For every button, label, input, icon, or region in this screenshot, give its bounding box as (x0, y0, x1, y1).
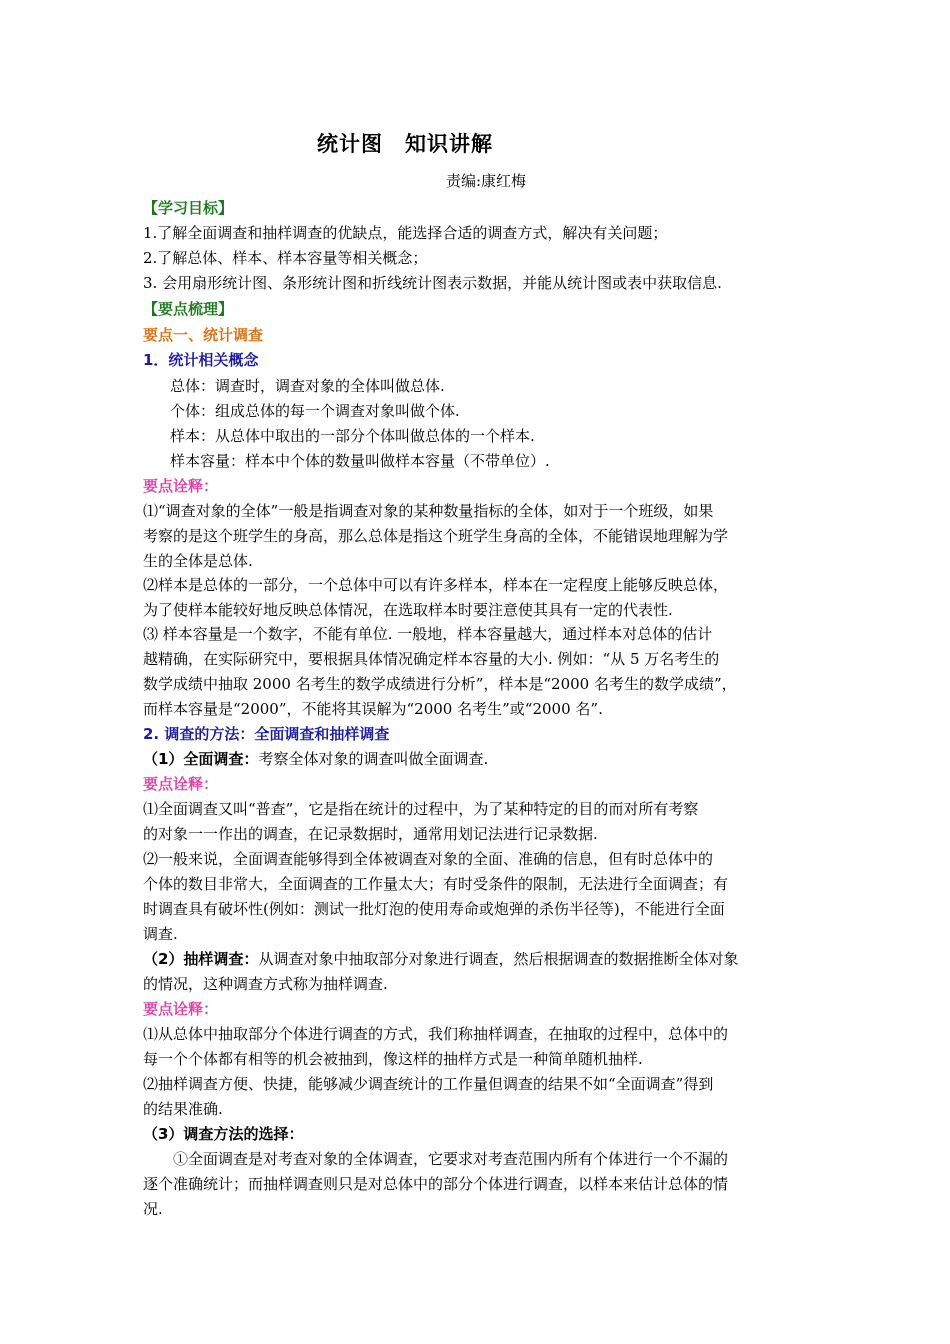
definition: 样本容量：样本中个体的数量叫做样本容量（不带单位）. (170, 452, 550, 470)
full-survey-label: （1）全面调查： (143, 750, 259, 768)
sub1-header: 1．统计相关概念 (143, 351, 259, 369)
note-line: 的对象一一作出的调查，在记录数据时，通常用划记法进行记录数据. (143, 825, 598, 843)
note-line: 每一个个体都有相等的机会被抽到，像这样的抽样方式是一种简单随机抽样. (143, 1050, 643, 1068)
sample-survey-text: 从调查对象中抽取部分对象进行调查，然后根据调查的数据推断全体对象 (258, 950, 739, 968)
note-line: 数学成绩中抽取 2000 名考生的数学成绩进行分析”，样本是“2000 名考生的数学成绩”， (143, 675, 737, 693)
full-survey-text: 考察全体对象的调查叫做全面调查. (258, 750, 489, 768)
note-line: ⑵样本是总体的一部分，一个总体中可以有许多样本，样本在一定程度上能够反映总体， (143, 576, 729, 594)
note-label: 要点诠释： (143, 775, 219, 793)
note-line: 调查. (143, 925, 178, 943)
goal-item: 2.了解总体、样本、样本容量等相关概念； (143, 249, 428, 267)
goals-header: 【学习目标】 (143, 199, 234, 217)
sample-survey-line (143, 949, 738, 969)
note-line: 时调查具有破坏性(例如：测试一批灯泡的使用寿命或炮弹的杀伤半径等)，不能进行全面 (143, 900, 725, 918)
note-line: 考察的是这个班学生的身高，那么总体是指这个班学生身高的全体，不能错误地理解为学 (143, 527, 729, 545)
note-line: ⑴从总体中抽取部分个体进行调查的方式，我们称抽样调查，在抽取的过程中，总体中的 (143, 1025, 729, 1043)
goal-item: 1.了解全面调查和抽样调查的优缺点，能选择合适的调查方式，解决有关问题； (143, 224, 668, 242)
point1-header: 要点一、统计调查 (143, 326, 264, 344)
note-line: ⑵一般来说，全面调查能够得到全体被调查对象的全面、准确的信息，但有时总体中的 (143, 850, 714, 868)
note-line: 越精确，在实际研究中，要根据具体情况确定样本容量的大小. 例如：“从 5 万名考生的 (143, 650, 720, 668)
note-line: 的结果准确. (143, 1100, 223, 1118)
definition: 总体：调查时，调查对象的全体叫做总体. (170, 377, 445, 395)
sample-survey-label: （2）抽样调查： (143, 950, 259, 968)
note-label: 要点诠释： (143, 477, 219, 495)
note-line: 为了使样本能较好地反映总体情况，在选取样本时要注意使其具有一定的代表性. (143, 601, 673, 619)
sample-survey-text2: 的情况，这种调查方式称为抽样调查. (143, 975, 388, 993)
page-title: 统计图 知识讲解 (317, 132, 493, 156)
note-line: 而样本容量是“2000”，不能将其误解为“2000 名考生”或“2000 名”. (143, 700, 603, 718)
note-line: ⑶ 样本容量是一个数字，不能有单位. 一般地，样本容量越大，通过样本对总体的估计 (143, 625, 713, 643)
choice-line: 况. (143, 1200, 163, 1218)
note-line: 个体的数目非常大，全面调查的工作量太大；有时受条件的限制，无法进行全面调查；有 (143, 875, 729, 893)
sub2-header: 2. 调查的方法：全面调查和抽样调查 (143, 725, 390, 743)
choice-line: ①全面调查是对考查对象的全体调查，它要求对考查范围内所有个体进行一个不漏的 (143, 1150, 729, 1168)
note-label: 要点诠释： (143, 1000, 219, 1018)
definition: 样本：从总体中取出的一部分个体叫做总体的一个样本. (170, 427, 535, 445)
choice-line: 逐个准确统计；而抽样调查则只是对总体中的部分个体进行调查，以样本来估计总体的情 (143, 1175, 729, 1193)
note-line: ⑵抽样调查方便、快捷，能够减少调查统计的工作量但调查的结果不如“全面调查”得到 (143, 1075, 714, 1093)
full-survey-line (143, 749, 488, 769)
goal-item: 3. 会用扇形统计图、条形统计图和折线统计图表示数据，并能从统计图或表中获取信息. (143, 274, 722, 292)
summary-header: 【要点梳理】 (143, 300, 234, 318)
note-line: ⑴“调查对象的全体”一般是指调查对象的某种数量指标的全体，如对于一个班级，如果 (143, 502, 714, 520)
definition: 个体：组成总体的每一个调查对象叫做个体. (170, 402, 460, 420)
note-line: 生的全体是总体. (143, 552, 253, 570)
choice-label: （3）调查方法的选择： (143, 1125, 304, 1143)
author-line: 责编:康红梅 (446, 172, 527, 190)
note-line: ⑴全面调查又叫“普查”，它是指在统计的过程中，为了某种特定的目的而对所有考察 (143, 800, 699, 818)
